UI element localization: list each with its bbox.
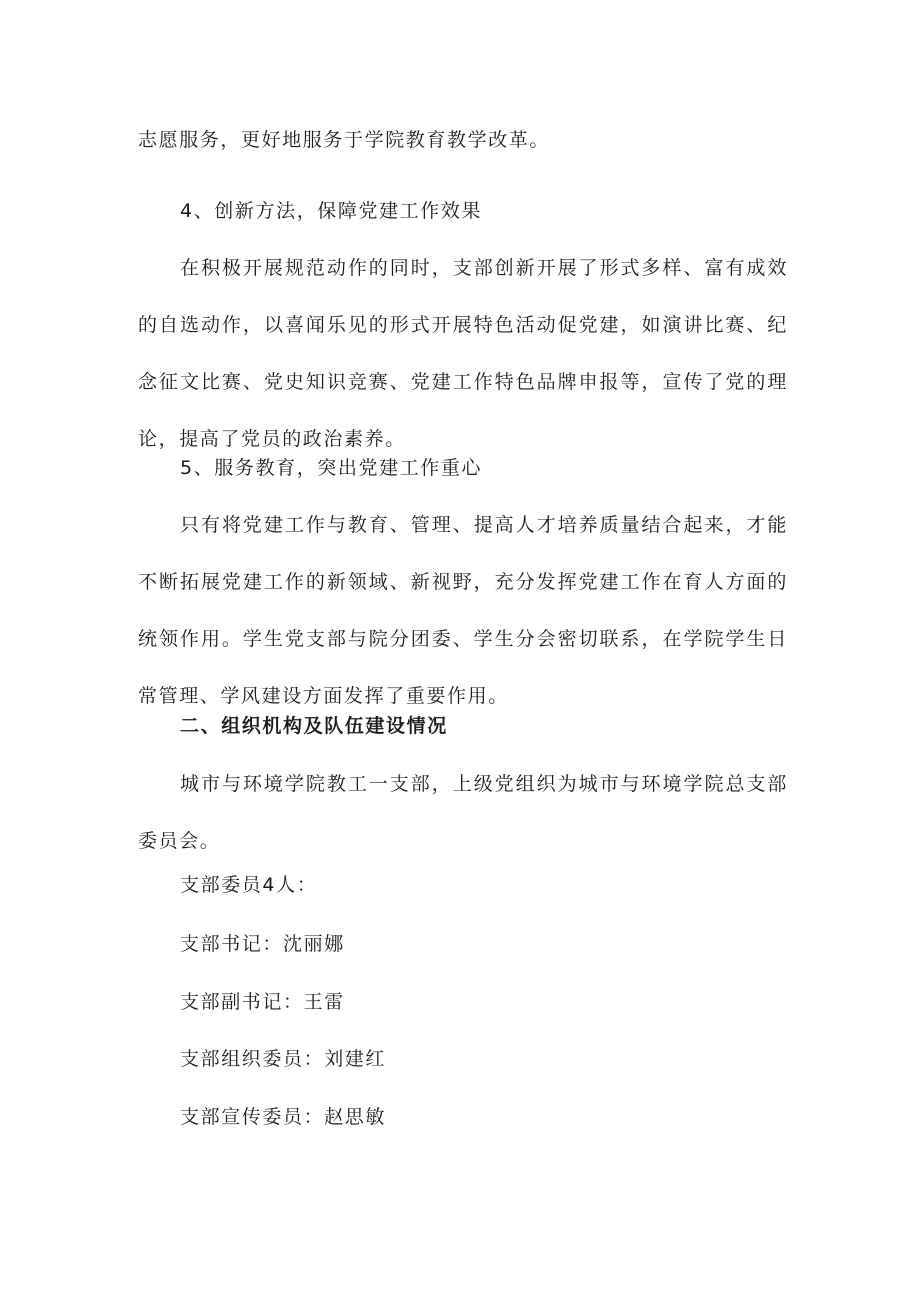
section-heading-5: 5、服务教育，突出党建工作重心 — [180, 457, 483, 479]
paragraph-continuation: 志愿服务，更好地服务于学院教育教学改革。 — [138, 129, 551, 151]
section-heading-4: 4、创新方法，保障党建工作效果 — [180, 200, 483, 222]
organization-member-line: 支部组织委员：刘建红 — [180, 1048, 387, 1070]
publicity-member-line: 支部宣传委员：赵思敏 — [180, 1106, 387, 1128]
secretary-line: 支部书记：沈丽娜 — [180, 933, 345, 955]
committee-count: 支部委员4人： — [180, 874, 318, 896]
chapter-heading-2: 二、组织机构及队伍建设情况 — [180, 715, 448, 737]
paragraph-innovation: 在积极开展规范动作的同时，支部创新开展了形式多样、富有成效的自选动作，以喜闻乐见的形式开展特色活动促党建，如演讲比赛、纪念征文比赛、党史知识竞赛、党建工作特色品牌申报等，宣传了党的理论，提高了党员的政治素养。 — [138, 257, 788, 450]
deputy-secretary-line: 支部副书记：王雷 — [180, 991, 345, 1013]
paragraph-organization: 城市与环境学院教工一支部，上级党组织为城市与环境学院总支部委员会。 — [138, 773, 788, 852]
paragraph-service-education: 只有将党建工作与教育、管理、提高人才培养质量结合起来，才能不断拓展党建工作的新领域、新视野，充分发挥党建工作在育人方面的统领作用。学生党支部与院分团委、学生分会密切联系，在学院学生日常管理、学风建设方面发挥了重要作用。 — [138, 514, 788, 707]
